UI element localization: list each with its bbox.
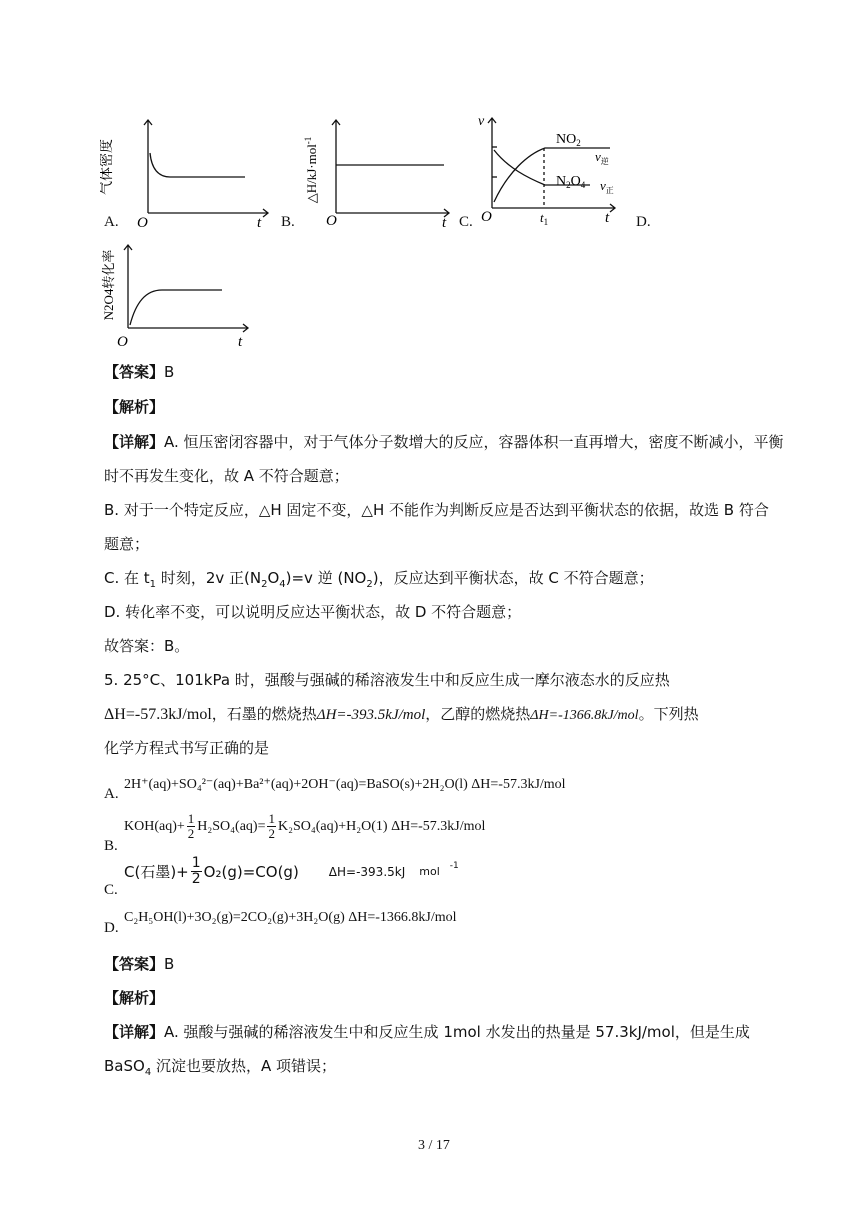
svg-text:t1: $t_1$ (540, 210, 549, 227)
graph-c (470, 110, 630, 230)
q5-stem-line1: 5. 25°C、101kPa 时，强酸与强碱的稀溶液发生中和反应生成一摩尔液态水的反应热 (104, 671, 670, 689)
q4-conclusion: 故答案：B。 (104, 637, 190, 655)
svg-text:v正: $v_正$ (600, 178, 614, 195)
q5-option-a: 2H⁺(aq)+SO₄²⁻(aq)+Ba²⁺(aq)+2OH⁻(aq)=BaSO(s)+2H₂O(l) ΔH=-57.3kJ/mol (124, 777, 566, 792)
svg-text:N2O4: $N_2O_4$ (556, 174, 586, 190)
q5-option-d-label: D. (104, 920, 119, 936)
svg-text:O: O (117, 334, 128, 350)
q5-option-d: C₂H₅OH(l)+3O₂(g)=2CO₂(g)+3H₂O(g) ΔH=-1366.8kJ/mol (124, 910, 457, 925)
q4-answer: 【答案】B (104, 363, 175, 381)
svg-text:t: t (442, 215, 447, 230)
graph-d (100, 240, 260, 350)
q4-line-c: C. 在 $t_1$ 时刻，2v 正$(N_2O_4)=v$ 逆 $(NO_2)$，反应达到平衡状态，故 C 不符合题意； (104, 569, 654, 590)
svg-text:t: t (257, 215, 262, 230)
q4-line-d: D. 转化率不变，可以说明反应达平衡状态，故 D 不符合题意； (104, 603, 522, 621)
q4-detail-line: 【详解】A. 恒压密闭容器中，对于气体分子数增大的反应，容器体积一直再增大，密度不断减小，平衡 (104, 433, 784, 451)
graph-a-label: A. (104, 214, 119, 230)
q5-option-b: KOH(aq)+ $\frac{1}{2}$ H₂SO₄(aq)= $\frac{1}{2}$ K₂SO₄(aq)+H₂O(1) ΔH=-57.3kJ/mol (124, 811, 486, 841)
q5-stem-line2: ΔH=-57.3kJ/mol，石墨的燃烧热ΔH=-393.5kJ/mol，乙醇的燃烧热ΔH=-1366.8kJ/mol。下列热 (104, 705, 699, 723)
graph-c-label: C. (459, 214, 473, 230)
svg-text:O: O (481, 209, 492, 225)
q4-line: B. 对于一个特定反应，△H 固定不变，△H 不能作为判断反应是否达到平衡状态的依据，故选 B 符合 (104, 501, 769, 519)
q5-answer: 【答案】B (104, 955, 175, 973)
q5-stem-line3: 化学方程式书写正确的是 (104, 739, 270, 757)
q5-detail-line: 【详解】A. 强酸与强碱的稀溶液发生中和反应生成 1mol 水发出的热量是 57.3kJ/mol，但是生成 (104, 1023, 750, 1041)
q5-analysis-tag: 【解析】 (104, 989, 165, 1007)
graph-d-label: D. (636, 214, 651, 230)
svg-text:v逆: $v_逆$ (595, 149, 609, 166)
q5-option-a-label: A. (104, 786, 119, 802)
q5-option-c-label: C. (104, 882, 118, 898)
q5-detail-line2: BaSO$_4$ 沉淀也要放热，A 项错误； (104, 1057, 336, 1078)
svg-text:NO2: $NO_2$ (556, 132, 581, 148)
graph-b (296, 115, 456, 230)
svg-text:v: v (478, 114, 485, 129)
svg-text:t: t (238, 334, 243, 350)
graph-a (100, 115, 275, 230)
graph-a-ylabel: 气体密度 (100, 139, 115, 195)
svg-text:O: O (137, 215, 148, 230)
svg-text:t: t (605, 210, 610, 226)
graph-b-label: B. (281, 214, 295, 230)
q5-option-b-label: B. (104, 838, 118, 854)
graph-b-ylabel: △H/kJ·mol$^{-1}$ (303, 136, 319, 204)
graph-d-ylabel: N2O4转化率 (101, 249, 116, 321)
svg-text:O: O (326, 213, 337, 229)
page-number: 3 / 17 (418, 1138, 450, 1153)
q4-analysis-tag: 【解析】 (104, 398, 165, 416)
q5-option-c: C(石墨)+ $\frac{1}{2}$ O₂(g)=CO(g) ΔH=-393.5kJ mol $^{-1}$ (124, 855, 459, 887)
q4-line: 题意； (104, 535, 150, 553)
q4-line: 时不再发生变化，故 A 不符合题意； (104, 467, 349, 485)
